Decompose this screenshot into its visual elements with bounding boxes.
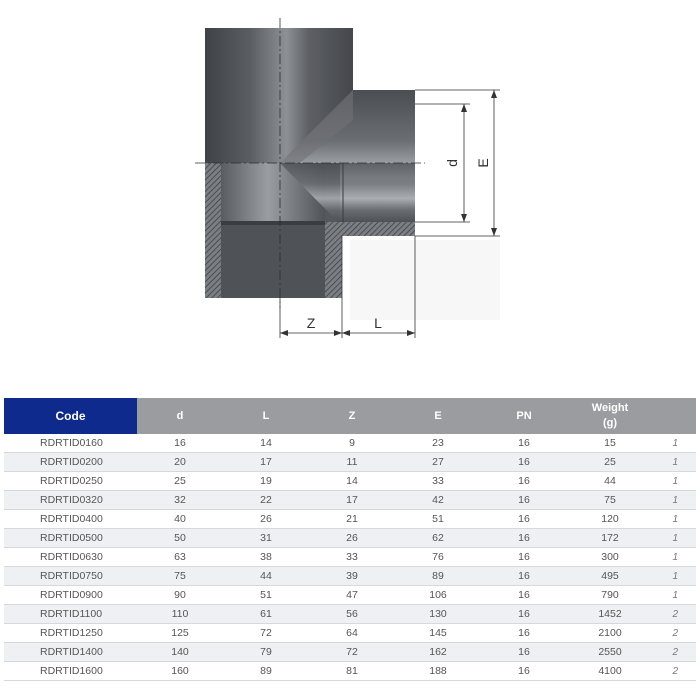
cell-PN: 16: [481, 605, 567, 624]
cell-L: 31: [223, 529, 309, 548]
cell-code: RDRTID1250: [4, 624, 137, 643]
cell-d: 75: [137, 567, 223, 586]
cell-d: 50: [137, 529, 223, 548]
cell-pack-qty: 1: [653, 491, 696, 510]
cell-pack-qty: 1: [653, 567, 696, 586]
cell-E: 27: [395, 453, 481, 472]
cell-weight: 2550: [567, 643, 653, 662]
cell-d: 63: [137, 548, 223, 567]
cell-L: 51: [223, 586, 309, 605]
cell-L: 26: [223, 510, 309, 529]
cell-PN: 16: [481, 567, 567, 586]
cell-Z: 11: [309, 453, 395, 472]
header-weight-unit: (g): [602, 417, 618, 429]
dim-E-label: E: [475, 158, 491, 168]
cell-code: RDRTID0320: [4, 491, 137, 510]
cell-pack-qty: 2: [653, 605, 696, 624]
cell-pack-qty: 1: [653, 472, 696, 491]
table-row: [4, 510, 696, 529]
cell-code: RDRTID1100: [4, 605, 137, 624]
cell-Z: 14: [309, 472, 395, 491]
table-row: [4, 662, 696, 681]
table-row: [4, 491, 696, 510]
table-row: [4, 472, 696, 491]
table-row: [4, 624, 696, 643]
cell-PN: 16: [481, 586, 567, 605]
cell-E: 62: [395, 529, 481, 548]
cell-weight: 300: [567, 548, 653, 567]
cell-E: 145: [395, 624, 481, 643]
cell-code: RDRTID0900: [4, 586, 137, 605]
dim-Z-label: Z: [306, 315, 316, 331]
cell-L: 89: [223, 662, 309, 681]
cell-code: RDRTID0200: [4, 453, 137, 472]
section-wall-left: [205, 163, 221, 298]
cell-d: 40: [137, 510, 223, 529]
cell-E: 23: [395, 434, 481, 453]
cell-Z: 56: [309, 605, 395, 624]
table-header-row: [4, 398, 696, 434]
cell-L: 79: [223, 643, 309, 662]
cell-code: RDRTID0500: [4, 529, 137, 548]
cell-Z: 33: [309, 548, 395, 567]
cell-L: 38: [223, 548, 309, 567]
cell-L: 19: [223, 472, 309, 491]
cell-pack-qty: 1: [653, 529, 696, 548]
cell-code: RDRTID0160: [4, 434, 137, 453]
cell-Z: 72: [309, 643, 395, 662]
cell-pack-qty: 1: [653, 510, 696, 529]
dim-d-label: d: [444, 159, 460, 167]
cell-PN: 16: [481, 624, 567, 643]
table-row: [4, 548, 696, 567]
cell-code: RDRTID1600: [4, 662, 137, 681]
cell-pack-qty: 2: [653, 662, 696, 681]
cell-PN: 16: [481, 453, 567, 472]
cell-Z: 81: [309, 662, 395, 681]
cell-code: RDRTID0630: [4, 548, 137, 567]
cell-pack-qty: 1: [653, 586, 696, 605]
cell-PN: 16: [481, 510, 567, 529]
cell-pack-qty: 1: [653, 453, 696, 472]
cell-weight: 172: [567, 529, 653, 548]
cell-Z: 39: [309, 567, 395, 586]
cell-code: RDRTID0750: [4, 567, 137, 586]
cell-code: RDRTID1400: [4, 643, 137, 662]
table-row: [4, 605, 696, 624]
cell-Z: 9: [309, 434, 395, 453]
cell-Z: 17: [309, 491, 395, 510]
cell-weight: 120: [567, 510, 653, 529]
table-row: [4, 643, 696, 662]
cell-E: 89: [395, 567, 481, 586]
cell-E: 76: [395, 548, 481, 567]
cell-pack-qty: 1: [653, 434, 696, 453]
cell-d: 125: [137, 624, 223, 643]
cell-L: 22: [223, 491, 309, 510]
header-L: L: [223, 398, 309, 434]
cell-weight: 1452: [567, 605, 653, 624]
cell-pack-qty: 2: [653, 643, 696, 662]
cell-PN: 16: [481, 434, 567, 453]
cell-pack-qty: 1: [653, 548, 696, 567]
cell-Z: 64: [309, 624, 395, 643]
section-wall-branch: [338, 222, 415, 236]
cell-E: 51: [395, 510, 481, 529]
cell-d: 160: [137, 662, 223, 681]
cell-Z: 26: [309, 529, 395, 548]
cell-E: 33: [395, 472, 481, 491]
cell-d: 20: [137, 453, 223, 472]
header-blank: [653, 398, 696, 434]
cell-d: 25: [137, 472, 223, 491]
cell-L: 14: [223, 434, 309, 453]
cell-PN: 16: [481, 548, 567, 567]
cell-d: 90: [137, 586, 223, 605]
cell-E: 188: [395, 662, 481, 681]
table-body: [4, 434, 696, 681]
cell-d: 16: [137, 434, 223, 453]
cell-weight: 44: [567, 472, 653, 491]
cell-PN: 16: [481, 662, 567, 681]
table-row: [4, 529, 696, 548]
header-PN: PN: [481, 398, 567, 434]
cell-L: 72: [223, 624, 309, 643]
cell-L: 17: [223, 453, 309, 472]
cell-PN: 16: [481, 491, 567, 510]
cell-weight: 4100: [567, 662, 653, 681]
lower-socket-bore: [221, 225, 325, 298]
cell-PN: 16: [481, 643, 567, 662]
header-weight: [567, 398, 653, 434]
cell-code: RDRTID0400: [4, 510, 137, 529]
cell-L: 61: [223, 605, 309, 624]
dim-L-label: L: [374, 315, 382, 331]
cell-weight: 495: [567, 567, 653, 586]
table-row: [4, 567, 696, 586]
cell-weight: 2100: [567, 624, 653, 643]
cell-d: 140: [137, 643, 223, 662]
cell-weight: 25: [567, 453, 653, 472]
header-code: Code: [4, 398, 137, 434]
cell-weight: 75: [567, 491, 653, 510]
cell-E: 130: [395, 605, 481, 624]
cell-pack-qty: 2: [653, 624, 696, 643]
cell-Z: 47: [309, 586, 395, 605]
header-d: d: [137, 398, 223, 434]
header-weight-label: Weight: [591, 402, 629, 414]
cell-E: 106: [395, 586, 481, 605]
cell-weight: 790: [567, 586, 653, 605]
dimension-table: [4, 398, 696, 681]
cell-weight: 15: [567, 434, 653, 453]
cell-PN: 16: [481, 472, 567, 491]
cell-code: RDRTID0250: [4, 472, 137, 491]
table-row: [4, 586, 696, 605]
cell-E: 162: [395, 643, 481, 662]
table-row: [4, 453, 696, 472]
cell-L: 44: [223, 567, 309, 586]
header-Z: Z: [309, 398, 395, 434]
cell-d: 110: [137, 605, 223, 624]
cell-E: 42: [395, 491, 481, 510]
cell-PN: 16: [481, 529, 567, 548]
cell-d: 32: [137, 491, 223, 510]
header-E: E: [395, 398, 481, 434]
table-row: [4, 434, 696, 453]
cell-Z: 21: [309, 510, 395, 529]
